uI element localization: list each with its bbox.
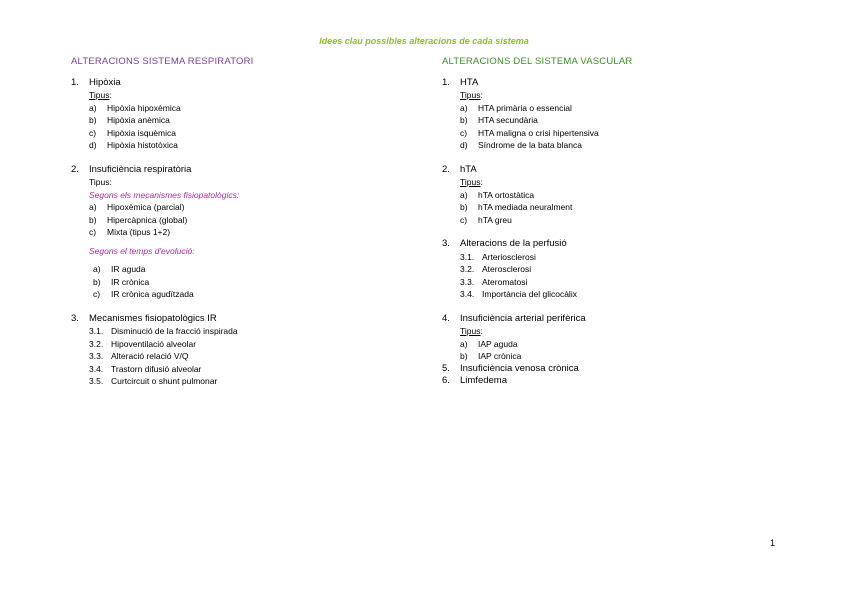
evolution-note: Segons el temps d'evolució:	[89, 245, 195, 256]
sub-item: b) Hipercàpnica (global)	[89, 214, 188, 225]
page-title: Idees clau possibles alteracions de cada sistema	[319, 36, 529, 46]
sub-item: b) hTA mediada neuralment	[460, 202, 573, 212]
sub-item: a) Hipòxia hipoxèmica	[89, 102, 181, 113]
sub-item: 3.5. Curtcircuit o shunt pulmonar	[89, 376, 218, 386]
sub-item: 3.3. Ateromatosi	[460, 276, 528, 287]
tipus-label: Tipus	[460, 326, 481, 336]
item-label: HTA	[460, 76, 479, 88]
sub-item: c) Mixta (tipus 1+2)	[89, 227, 171, 237]
vascular-column	[442, 56, 772, 388]
sub-item: 3.1. Disminució de la fracció inspirada	[89, 326, 238, 336]
item-label: Insuficiència venosa crònica	[460, 362, 579, 374]
item-number: 4.	[442, 312, 450, 324]
list-item	[71, 313, 401, 388]
item-number: 1.	[442, 76, 450, 88]
sub-item: 3.4. Trastorn difusió alveolar	[89, 363, 202, 374]
sub-item: a) Hipoxèmica (parcial)	[89, 202, 185, 212]
sub-item: b) IAP crònica	[460, 351, 522, 361]
sub-item: c) HTA maligna o crisi hipertensiva	[460, 127, 599, 138]
item-label: Alteracions de la perfusió	[460, 238, 567, 249]
sub-item: 3.2. Hipoventilació alveolar	[89, 338, 197, 349]
tipus-label: Tipus	[89, 90, 110, 100]
item-number: 5.	[442, 362, 450, 374]
list-item: 1. Hipòxia Tipus: a) Hipòxia hipoxèmica b) Hipòxia anèmica c) Hipòxia isquèmica d) Hipòxia histotòxica	[71, 77, 401, 152]
sub-item: b) Hipòxia anèmica	[89, 115, 170, 125]
list-item: 4. Insuficiència arterial perifèrica Tipus: a) IAP aguda b) IAP crònica	[442, 313, 772, 363]
sub-item: 3.2. Aterosclerosi	[460, 264, 532, 274]
list-item	[442, 363, 772, 376]
sub-item: d) Hipòxia histotòxica	[89, 140, 178, 150]
item-label: Limfedema	[460, 375, 507, 386]
sub-item: b) IR crònica	[93, 276, 150, 287]
respiratory-column	[71, 56, 401, 400]
list-item	[442, 375, 772, 388]
item-number: 6.	[442, 375, 450, 386]
sub-item: a) IR aguda	[93, 264, 146, 274]
vascular-heading: ALTERACIONS DEL SISTEMA VASCULAR	[442, 56, 633, 67]
sub-item: b) HTA secundària	[460, 115, 538, 125]
sub-item: d) Síndrome de la bata blanca	[460, 140, 582, 150]
respiratory-heading: ALTERACIONS SISTEMA RESPIRATORI	[71, 56, 254, 67]
item-label: Hipòxia	[89, 76, 121, 88]
item-number: 3.	[442, 238, 450, 249]
list-item: 2. hTA Tipus: a) hTA ortostàtica b) hTA mediada neuralment c) hTA greu	[442, 164, 772, 227]
sub-item: a) IAP aguda	[460, 338, 518, 349]
sub-item: c) hTA greu	[460, 214, 512, 225]
sub-item: c) Hipòxia isquèmica	[89, 127, 176, 138]
page-number: 1	[770, 538, 776, 548]
tipus-label: Tipus	[460, 177, 481, 187]
mechanism-note: Segons els mecanismes fisiopatològics:	[89, 189, 240, 200]
sub-item: a) HTA primària o essencial	[460, 102, 572, 113]
list-item	[442, 238, 772, 301]
tipus-label: Tipus	[460, 90, 481, 100]
item-number: 3.	[71, 312, 79, 324]
list-item	[71, 164, 401, 301]
item-label: Mecanismes fisiopatològics IR	[89, 312, 217, 324]
item-label: hTA	[460, 163, 477, 175]
item-number: 2.	[442, 163, 450, 175]
item-number: 1.	[71, 76, 79, 88]
list-item: 1. HTA Tipus: a) HTA primària o essencial b) HTA secundària c) HTA maligna o crisi hipertensiva d) Síndrome de la bata blanca	[442, 77, 772, 152]
sub-item: 3.3. Alteració relació V/Q	[89, 351, 189, 361]
sub-item: a) hTA ortostàtica	[460, 189, 535, 200]
item-label: Insuficiència arterial perifèrica	[460, 312, 586, 324]
sub-item: 3.1. Arteriosclerosi	[460, 251, 536, 262]
tipus-label: Tipus:	[89, 177, 112, 187]
sub-item: 3.4. Importància del glicocàlix	[460, 289, 577, 299]
item-number: 2.	[71, 163, 79, 175]
item-label: Insuficiència respiratòria	[89, 163, 192, 175]
sub-item: c) IR crònica agudïtzada	[93, 289, 194, 299]
